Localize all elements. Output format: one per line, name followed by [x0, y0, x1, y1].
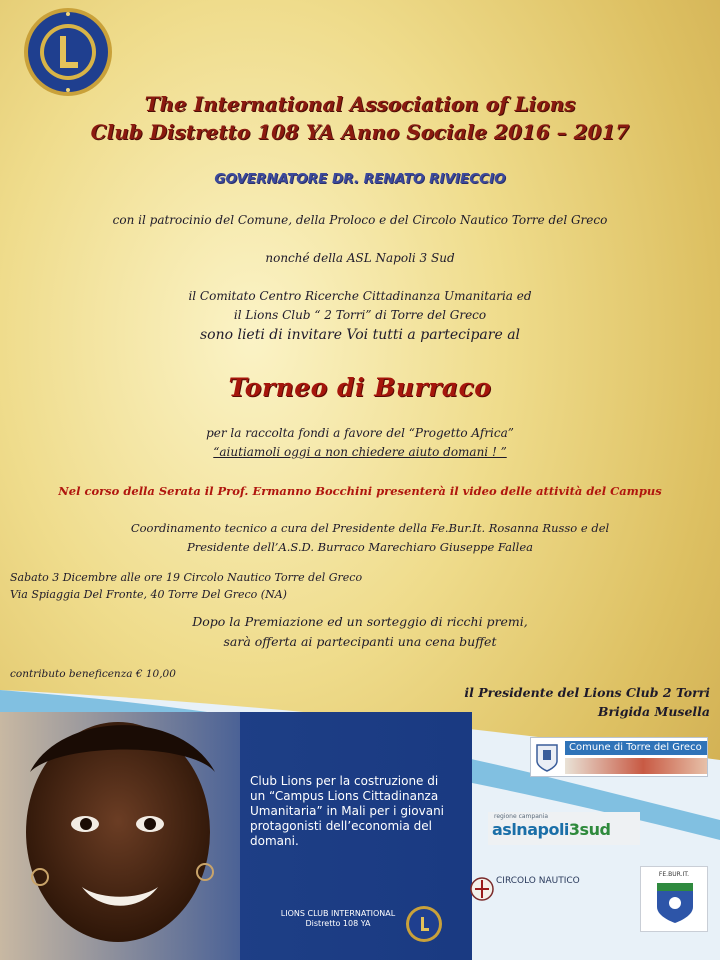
child-photo — [0, 712, 240, 960]
title-line-2: Club Distretto 108 YA Anno Sociale 2016 – 2017 — [90, 120, 630, 144]
president-title: il Presidente del Lions Club 2 Torri — [464, 685, 710, 700]
feburit-shield-icon — [655, 881, 695, 925]
asl-napoli-3-sud-logo — [488, 812, 640, 845]
committee-line-1: il Comitato Centro Ricerche Cittadinanza Umanitaria ed — [188, 289, 532, 303]
evening-note: Nel corso della Serata il Prof. Ermanno Bocchini presenterà il video delle attività del Campus — [58, 484, 662, 498]
comune-name: Comune di Torre del Greco — [565, 741, 707, 755]
banner-text: Club Lions per la costruzione di un “Campus Lions Cittadinanza Umanitaria” in Mali per i giovani protagonisti dell’economia del domani. — [250, 774, 445, 848]
comune-photo-strip — [565, 758, 707, 774]
banner-org: LIONS CLUB INTERNATIONAL — [280, 909, 396, 918]
coordination-line-1: Coordinamento tecnico a cura del Presidente della Fe.Bur.It. Rosanna Russo e del — [130, 521, 610, 535]
asl-brand-part-1: aslnapoli — [492, 820, 569, 839]
circolo-nautico-logo — [470, 870, 610, 910]
committee-line-2: il Lions Club “ 2 Torri” di Torre del Greco — [233, 308, 487, 322]
governor-line: GOVERNATORE DR. RENATO RIVIECCIO — [214, 171, 506, 187]
comune-crest-icon — [535, 741, 559, 773]
asl-brand — [492, 820, 610, 839]
president-name: Brigida Musella — [597, 704, 710, 719]
asl-text: nonché della ASL Napoli 3 Sud — [265, 251, 455, 265]
banner-district: Distretto 108 YA — [305, 919, 371, 928]
circolo-shield-icon — [470, 872, 494, 906]
prize-line-1: Dopo la Premiazione ed un sorteggio di ricchi premi, — [192, 614, 528, 629]
contribution-text: contributo beneficenza € 10,00 — [10, 668, 176, 680]
feburit-name: FE.BUR.IT. — [658, 871, 690, 878]
feburit-logo — [640, 866, 708, 932]
asl-brand-part-2: 3sud — [568, 820, 611, 839]
venue-line: Via Spiaggia Del Fronte, 40 Torre Del Greco (NA) — [10, 588, 287, 601]
invite-text: sono lieti di invitare Voi tutti a partecipare al — [199, 327, 521, 343]
purpose-line-2: “aiutiamoli oggi a non chiedere aiuto domani ! ” — [213, 445, 507, 459]
purpose-line-1: per la raccolta fondi a favore del “Progetto Africa” — [206, 426, 514, 440]
date-line: Sabato 3 Dicembre alle ore 19 Circolo Nautico Torre del Greco — [10, 571, 363, 584]
circolo-name: CIRCOLO NAUTICO — [496, 876, 580, 886]
banner-lions-logo — [405, 905, 443, 943]
title-line-1: The International Association of Lions — [144, 92, 576, 116]
event-title: Torneo di Burraco — [228, 373, 492, 402]
coordination-line-2: Presidente dell’A.S.D. Burraco Marechiaro Giuseppe Fallea — [186, 540, 534, 554]
patronage-text: con il patrocinio del Comune, della Proloco e del Circolo Nautico Torre del Greco — [112, 213, 608, 227]
lions-international-logo — [22, 6, 114, 98]
prize-line-2: sarà offerta ai partecipanti una cena buffet — [223, 634, 497, 649]
comune-torre-del-greco-logo — [530, 737, 708, 777]
asl-region: regione campania — [494, 813, 549, 820]
